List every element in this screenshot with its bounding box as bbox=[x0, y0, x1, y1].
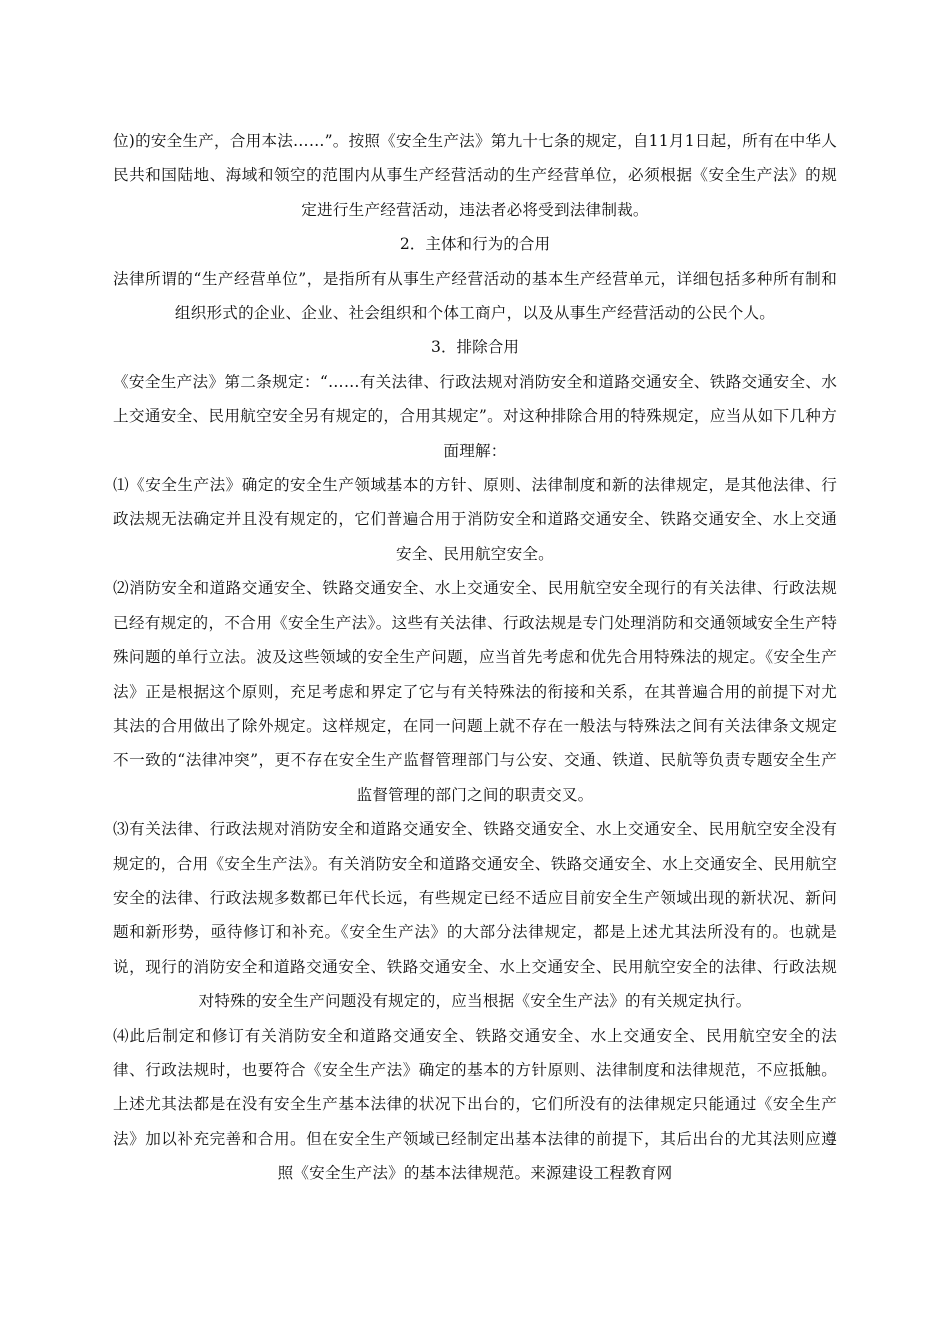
paragraph-point-1: ⑴《安全生产法》确定的安全生产领域基本的方针、原则、法律制度和新的法律规定，是其他法律、行政法规无法确定并且没有规定的，它们普遍合用于消防安全和道路交通安全、铁路交通安全、水上交通安全、民用航空安全。 bbox=[113, 476, 837, 563]
paragraph-article-two: 《安全生产法》第二条规定：“……有关法律、行政法规对消防安全和道路交通安全、铁路交通安全、水上交通安全、民用航空安全另有规定的，合用其规定”。对这种排除合用的特殊规定，应当从如下几种方面理解： bbox=[113, 372, 837, 460]
paragraph-production-unit-definition: 法律所谓的“生产经营单位”，是指所有从事生产经营活动的基本生产经营单元，详细包括多种所有制和组织形式的企业、企业、社会组织和个体工商户，以及从事生产经营活动的公民个人。 bbox=[113, 269, 837, 323]
heading-subject-and-conduct: 2．主体和行为的合用 bbox=[399, 235, 551, 254]
paragraph-scope-intro: 位)的安全生产，合用本法……”。按照《安全生产法》第九十七条的规定，自11月1日起，所有在中华人民共和国陆地、海域和领空的范围内从事生产经营活动的生产经营单位，必须根据《安全生产法》的规定进行生产经营活动，违法者必将受到法律制裁。 bbox=[113, 132, 837, 219]
paragraph-point-3: ⑶有关法律、行政法规对消防安全和道路交通安全、铁路交通安全、水上交通安全、民用航空安全没有规定的，合用《安全生产法》。有关消防安全和道路交通安全、铁路交通安全、水上交通安全、民用航空安全的法律、行政法规多数都已年代长远，有些规定已经不适应目前安全生产领域出现的新状况、新问题和新形势，亟待修订和补充。《安全生产法》的大部分法律规定，都是上述尤其法所没有的。也就是说，现行的消防安全和道路交通安全、铁路交通安全、水上交通安全、民用航空安全的法律、行政法规对特殊的安全生产问题没有规定的，应当根据《安全生产法》的有关规定执行。 bbox=[113, 820, 837, 1011]
paragraph-point-4: ⑷此后制定和修订有关消防安全和道路交通安全、铁路交通安全、水上交通安全、民用航空安全的法律、行政法规时，也要符合《安全生产法》确定的基本的方针原则、法律制度和法律规范，不应抵触。上述尤其法都是在没有安全生产基本法律的状况下出台的，它们所没有的法律规定只能通过《安全生产法》加以补充完善和合用。但在安全生产领域已经制定出基本法律的前提下，其后出台的尤其法则应遵照《安全生产法》的基本法律规范。来源建设工程教育网 bbox=[113, 1026, 837, 1183]
paragraph-point-2: ⑵消防安全和道路交通安全、铁路交通安全、水上交通安全、民用航空安全现行的有关法律、行政法规已经有规定的，不合用《安全生产法》。这些有关法律、行政法规是专门处理消防和交通领域安全生产特殊问题的单行立法。波及这些领域的安全生产问题，应当首先考虑和优先合用特殊法的规定。《安全生产法》正是根据这个原则，充足考虑和界定了它与有关特殊法的衔接和关系，在其普遍合用的前提下对尤其法的合用做出了除外规定。这样规定，在同一问题上就不存在一般法与特殊法之间有关法律条文规定不一致的“法律冲突”，更不存在安全生产监督管理部门与公安、交通、铁道、民航等负责专题安全生产监督管理的部门之间的职责交叉。 bbox=[113, 579, 837, 804]
document-body bbox=[113, 124, 837, 1191]
heading-exclusion: 3．排除合用 bbox=[431, 338, 519, 357]
